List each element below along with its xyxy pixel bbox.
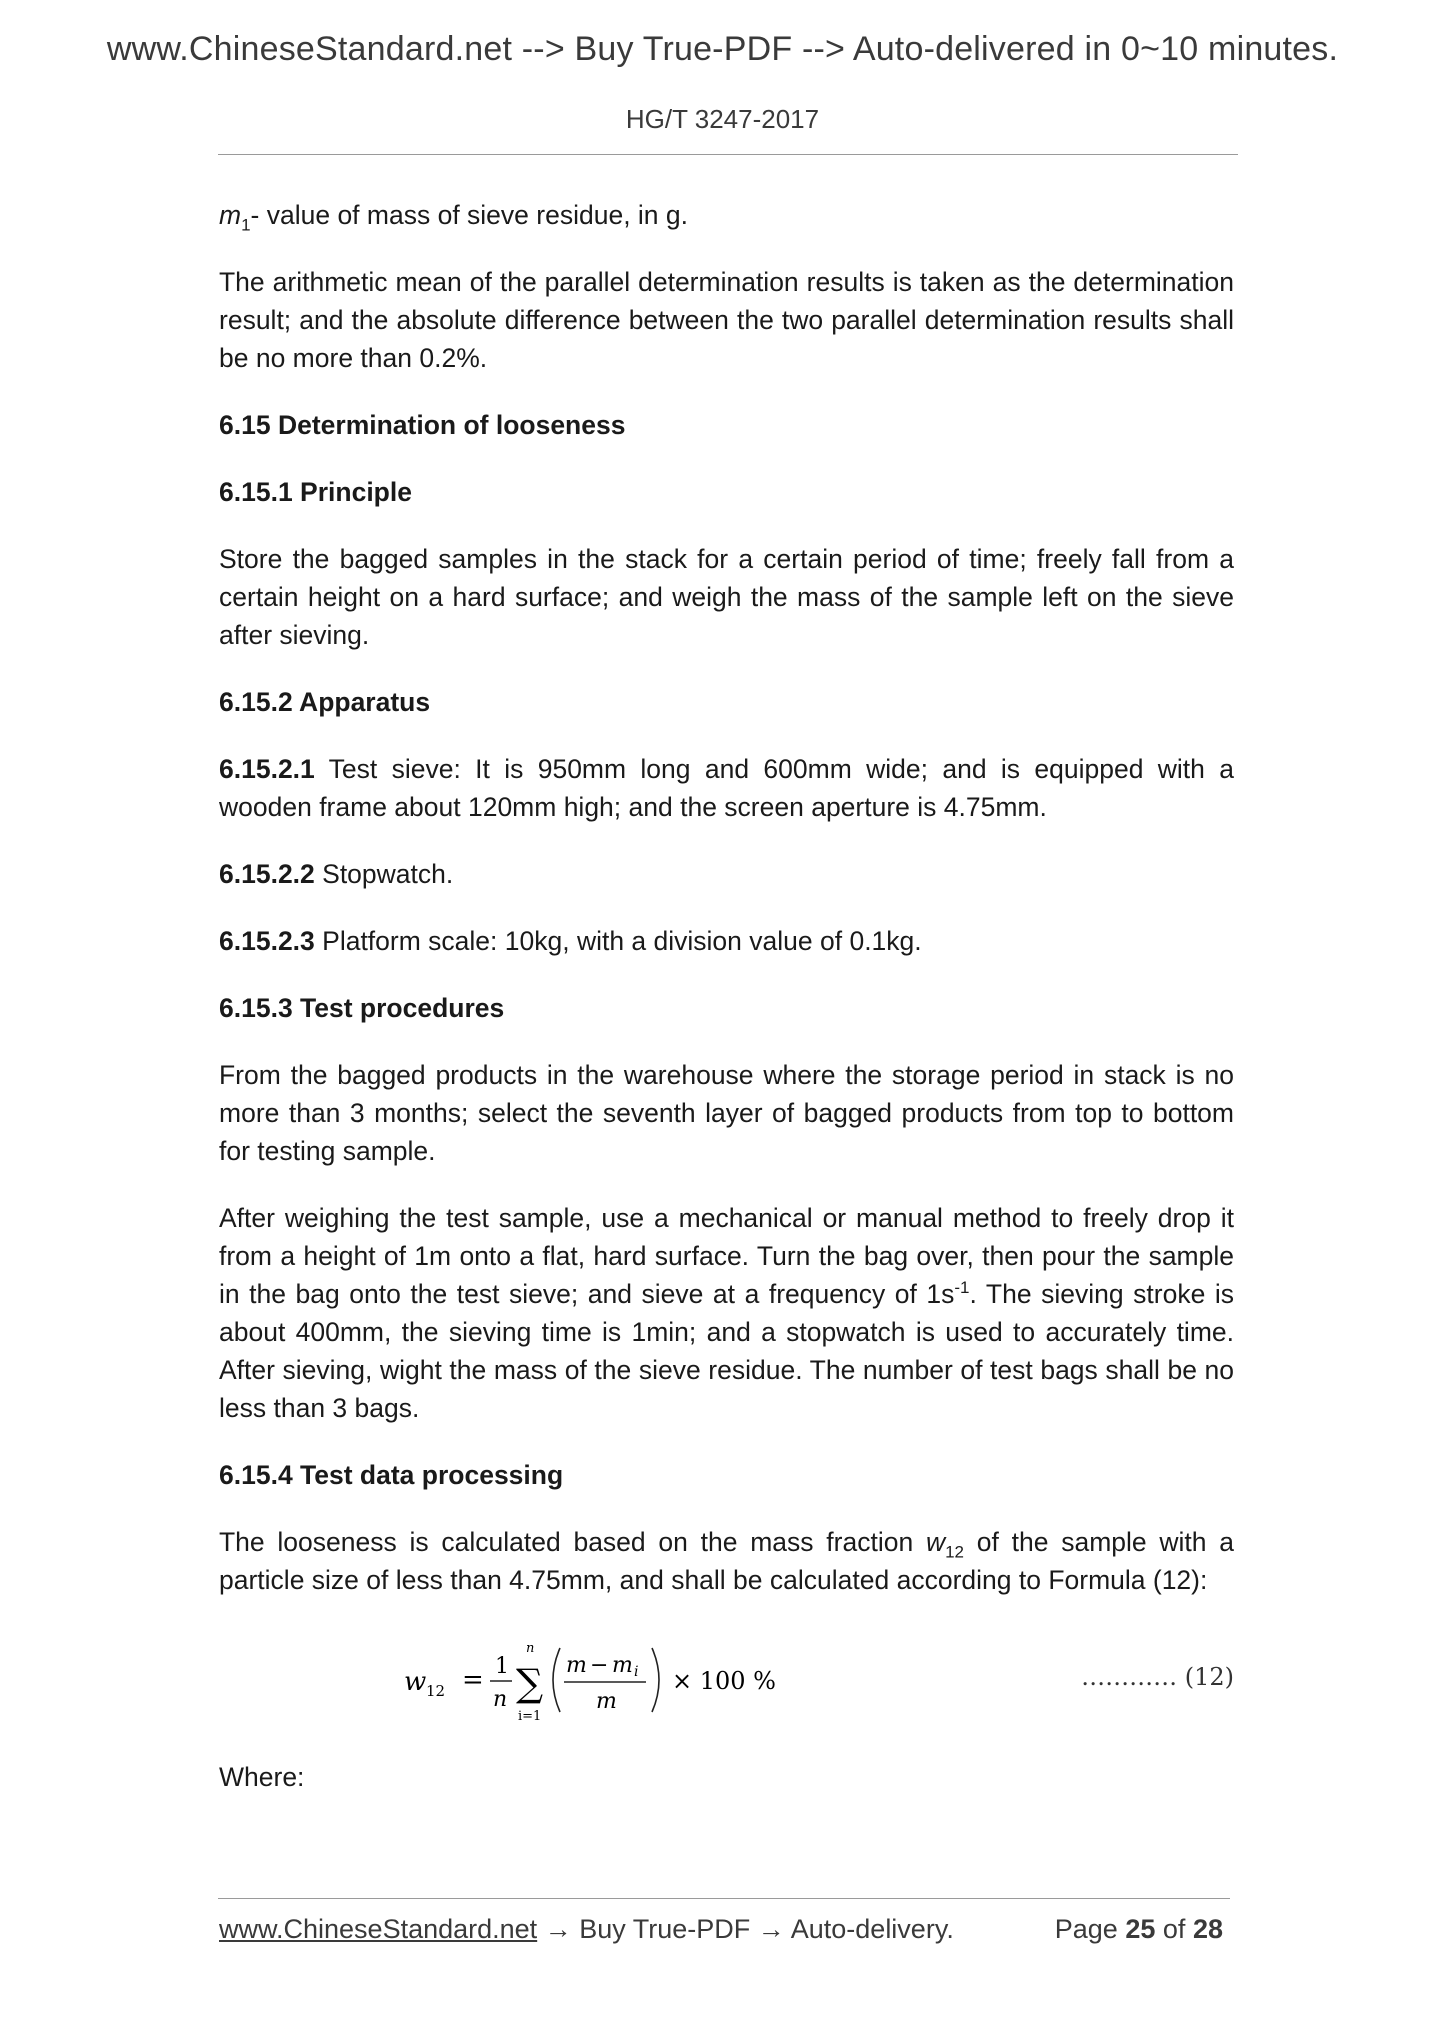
page-indicator (1055, 1914, 1223, 1945)
superscript: -1 (954, 1278, 970, 1298)
item-text: Stopwatch. (314, 859, 454, 889)
formula-dots: ………… (1081, 1663, 1178, 1691)
heading-6-15: 6.15 Determination of looseness (219, 410, 626, 440)
header-divider (218, 154, 1238, 155)
footer-text: → Buy True-PDF → Auto-delivery. (537, 1914, 954, 1944)
item-number: 6.15.2.1 (219, 754, 315, 784)
heading-6-15-2: 6.15.2 Apparatus (219, 687, 431, 717)
item-6-15-2-3 (219, 922, 1234, 960)
paragraph-m1-definition (219, 196, 1234, 234)
text: - value of mass of sieve residue, in g. (250, 200, 689, 230)
formula-sum-top: n (526, 1641, 535, 1656)
formula-sigma: ∑ (516, 1661, 544, 1705)
formula-eqno: (12) (1184, 1663, 1234, 1691)
formula-right-paren (652, 1648, 659, 1712)
paragraph-procedure-2 (219, 1199, 1234, 1427)
paragraph-data-processing (219, 1523, 1234, 1599)
formula-num-op: − (590, 1653, 609, 1678)
page-total: 28 (1192, 1914, 1223, 1944)
page-footer (219, 1914, 1229, 1945)
formula-number (1081, 1658, 1234, 1696)
formula-lhs-sub: 12 (426, 1682, 446, 1700)
variable-m: m (219, 200, 242, 230)
page-content (219, 196, 1234, 1825)
heading-6-15-3: 6.15.3 Test procedures (219, 993, 505, 1023)
text: The looseness is calculated based on the mass fraction (219, 1527, 926, 1557)
item-text: Platform scale: 10kg, with a division value of 0.1kg. (314, 926, 922, 956)
formula-tail: × 100 % (672, 1667, 776, 1695)
subscript: 12 (945, 1542, 965, 1562)
item-number: 6.15.2.3 (219, 926, 315, 956)
formula-num-a: m (566, 1653, 587, 1678)
text: . The sieving stroke is about 400mm, the sieving time is 1min; and a stopwatch is used to accurately time. After sieving, wight the mass of the sieve residue. The number of test bags shall be no less than 3 bags. (219, 1279, 1234, 1423)
formula-lhs: w (404, 1667, 427, 1697)
item-text: Test sieve: It is 950mm long and 600mm wide; and is equipped with a wooden frame about 120mm high; and the screen aperture is 4.75mm. (219, 754, 1234, 822)
top-banner[interactable]: www.ChineseStandard.net --> Buy True-PDF --> Auto-delivered in 0~10 minutes. (106, 30, 1339, 68)
formula-coef-den: n (493, 1687, 508, 1712)
page-number: 25 (1125, 1914, 1156, 1944)
variable-w: w (925, 1527, 946, 1557)
formula-num-b: m (612, 1653, 633, 1678)
text: of the sample with a particle size of less than 4.75mm, and shall be calculated according to Formula (12): (219, 1527, 1234, 1595)
item-6-15-2-1 (219, 750, 1234, 826)
document-code: HG/T 3247-2017 (625, 104, 820, 134)
item-number: 6.15.2.2 (219, 859, 315, 889)
formula-den: m (596, 1689, 617, 1714)
paragraph-arithmetic-mean: The arithmetic mean of the parallel determination results is taken as the determination result; and the absolute difference between the two parallel determination results shall be no more than 0.2%. (219, 267, 1234, 373)
formula-equals: = (462, 1665, 484, 1695)
of-label: of (1162, 1914, 1186, 1944)
paragraph-principle: Store the bagged samples in the stack for a certain period of time; freely fall from a certain height on a hard surface; and weigh the mass of the sample left on the sieve after sieving. (219, 544, 1234, 650)
text: After weighing the test sample, use a mechanical or manual method to freely drop it from a height of 1m onto a flat, hard surface. Turn the bag over, then pour the sample in the bag onto the test sieve; and sieve at a frequency of 1s (219, 1203, 1234, 1309)
page-label: Page (1054, 1914, 1118, 1944)
heading-6-15-4: 6.15.4 Test data processing (219, 1460, 564, 1490)
formula-graphic (404, 1628, 824, 1728)
paragraph-where: Where: (219, 1762, 305, 1792)
heading-6-15-1: 6.15.1 Principle (219, 477, 412, 507)
formula-sum-bottom: i=1 (518, 1709, 542, 1724)
footer-site-link[interactable]: www.ChineseStandard.net (219, 1914, 538, 1944)
formula-coef-num: 1 (495, 1654, 509, 1679)
footer-divider (218, 1898, 1230, 1899)
formula-left-paren (553, 1648, 560, 1712)
item-6-15-2-2 (219, 855, 1234, 893)
formula-num-b-sub: i (634, 1664, 639, 1680)
formula-12 (219, 1628, 1234, 1728)
subscript: 1 (241, 215, 251, 235)
paragraph-procedure-1: From the bagged products in the warehouse where the storage period in stack is no more than 3 months; select the seventh layer of bagged products from top to bottom for testing sample. (219, 1060, 1234, 1166)
